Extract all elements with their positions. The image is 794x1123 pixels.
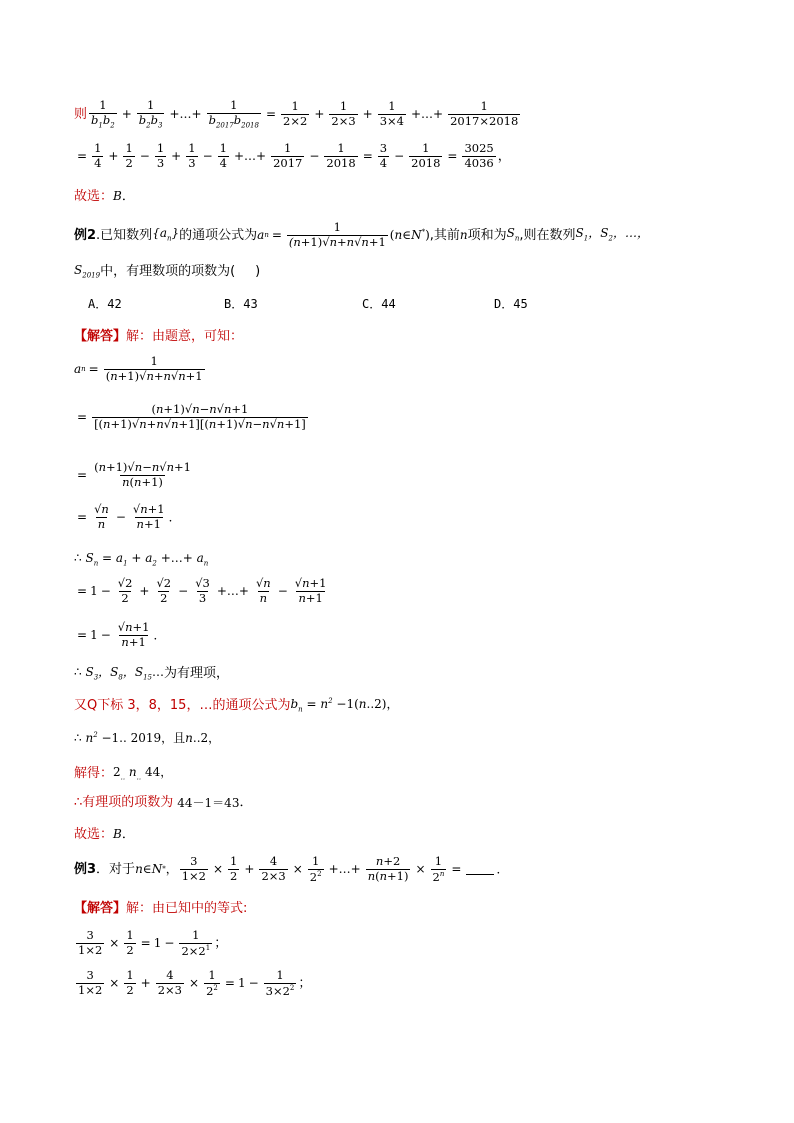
eq-split: = $\frac{√n}{n}$ − $\frac{√n+1}{n+1}$ ．	[77, 502, 181, 531]
solution3-intro: 解：由已知中的等式:	[126, 901, 248, 916]
answer-blank	[466, 864, 494, 875]
example2-line-2: $S_{2019}$ 中，有理数项的项数为( )	[74, 263, 261, 280]
pattern-line: 又Q下标 3，8，15，…的通项公式为 $b_n = n^2 -1(n..2)$，	[74, 697, 399, 714]
example2-text-d: 项和为	[467, 227, 507, 243]
example2-text-a: .已知数列	[96, 227, 153, 243]
example3-text-a: ．对于	[96, 861, 136, 877]
solution-tag-2: 【解答】	[74, 329, 127, 344]
sum-last-den: 2017×2018	[450, 113, 519, 128]
example2-text-f: 中，有理数项的项数为(	[100, 264, 236, 280]
rational-terms-text: 为有理项，	[164, 666, 230, 682]
result-den: 4036	[464, 155, 494, 170]
example3-line: 例3 ．对于 n ∈ N * ， $\frac{3}{1\times 2}$ × $\frac{1}{2}$ + $\frac{4}{2\times 3}$ × $\frac{1}{2^2}$ +…+ $\frac{n+2}{n(n+1)}$ × $\frac{1}{2^n}$ = ．	[74, 854, 509, 884]
option-a: A．42	[88, 297, 122, 311]
solution-tag-3: 【解答】	[74, 901, 127, 916]
eq-line-1: 则 $\frac{1}{b_1b_2}$ + $\frac{1}{b_2b_3}$ +…+ $\frac{1}{b_{2017}b_{2018}}$ = $\frac{1}{2\times 2}$ + $\frac{1}{2\times 3}$ + $\frac{1}{3\times 4}$ +…+ $\frac{1}{2017\times 2018}$	[74, 98, 519, 129]
solution2-intro: 解：由题意，可知：	[126, 329, 244, 344]
answer-b-1: B	[113, 189, 122, 203]
pattern-text: 又Q下标 3，8，15，…的通项公式为	[74, 698, 291, 714]
solve-line: 解得： $2_{..}$ $n_{..}$ 44，	[74, 765, 173, 782]
count-expr: 44－1＝43	[177, 795, 240, 810]
example2-text-e: ,则在数列	[519, 227, 576, 243]
solution2-header	[74, 330, 243, 343]
choose-label-2: 故选：	[74, 827, 114, 842]
option-d: D．45	[494, 297, 528, 311]
example2-text-c: ,其前	[429, 227, 460, 243]
solution3-header	[74, 902, 247, 915]
eq-an: a n = $\frac{1}{(n+1)√n+n√n+1}$	[74, 354, 203, 383]
then-label: 则	[74, 106, 88, 122]
eq-sn-def: ∴ $S_n = a_1 + a_2$ +…+ $a_n$	[74, 551, 209, 568]
count-text: ∴有理项的项数为	[74, 795, 174, 810]
option-c: C．44	[362, 297, 396, 311]
eq-ex3-1: $\frac{3}{1\times 2}$ × $\frac{1}{2}$ = 1 − $\frac{1}{2\times 2^1}$ ；	[78, 928, 228, 958]
count-line: ∴有理项的项数为 44－1＝43 ．	[74, 795, 253, 810]
example3-label: 例3	[74, 861, 97, 877]
option-b: B．43	[224, 297, 258, 311]
answer-b-2: B	[113, 827, 122, 841]
example2-line: 例2 .已知数列 $\{a_n\}$ 的通项公式为 a n = $\frac{1}{(n+1)√n+n√n+1}$ (n∈N*) ,其前 n 项和为 $S_n$ ,则在数列 $S_1$，$S_2$，…，	[74, 220, 649, 249]
inequality-line: ∴ $n^2 -1$.. 2019，且n..2，	[74, 731, 221, 745]
result-num: 3025	[464, 141, 494, 155]
example2-label: 例2	[74, 227, 97, 243]
eq-telescoping: = 1 − $\frac{√2}{2}$ + $\frac{√2}{2}$ − $\frac{√3}{3}$ +…+ $\frac{√n}{n}$ − $\frac{√n+1}{n+1}$	[77, 576, 327, 605]
example2-text-b: 的通项公式为	[179, 227, 258, 243]
eq-line-2: = $\frac{1}{4}$ + $\frac{1}{2}$ − $\frac{1}{3}$ + $\frac{1}{3}$ − $\frac{1}{4}$ +…+ $\frac{1}{2017}$ − $\frac{1}{2018}$ = $\frac{3}{4}$ − $\frac{1}{2018}$ = $\frac{3025}{4036}$ ，	[77, 141, 511, 170]
choose-label-1: 故选：	[74, 189, 114, 204]
example2-text-f-end: )	[255, 264, 261, 280]
solve-label: 解得：	[74, 766, 114, 782]
choose-line-2: 故选：B．	[74, 827, 135, 842]
eq-ex3-2: $\frac{3}{1\times 2}$ × $\frac{1}{2}$ + $\frac{4}{2\times 3}$ × $\frac{1}{2^2}$ = 1 − $\frac{1}{3\times 2^2}$ ；	[78, 968, 312, 998]
rational-terms-line: ∴ $S_3$，$S_8$，$S_{15}\dots$ 为有理项，	[74, 665, 230, 682]
example2-options	[74, 298, 574, 314]
eq-sn-result: = 1 − $\frac{√n+1}{n+1}$ ．	[77, 620, 166, 649]
eq-rationalize: = $\frac{(n+1)√n-n√n+1}{[(n+1)√n+n√n+1][(n+1)√n-n√n+1]}$	[77, 402, 306, 431]
choose-line-1: 故选：B．	[74, 189, 135, 204]
eq-simplify: = $\frac{(n+1)√n-n√n+1}{n(n+1)}$	[77, 460, 191, 489]
